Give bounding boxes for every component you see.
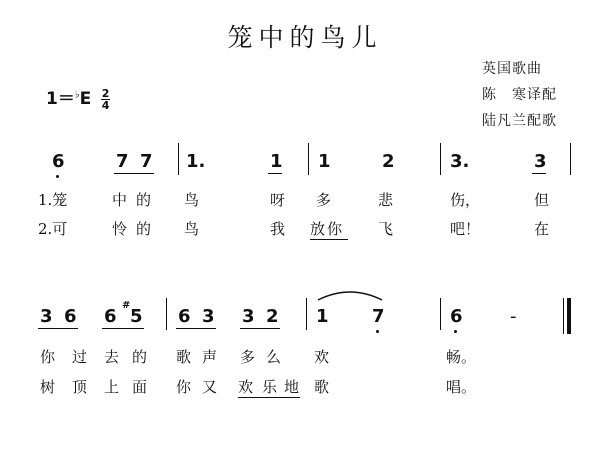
lyric-verse1: 呀: [270, 191, 286, 209]
dash: -: [510, 306, 517, 327]
note: 6: [104, 306, 117, 327]
lyric-verse1: 的: [136, 191, 152, 209]
lyric-verse2: 树: [40, 378, 56, 396]
note: 6: [64, 306, 77, 327]
note: 3: [202, 306, 215, 327]
lyric-verse2: 乐: [262, 378, 278, 396]
key-label: 1＝: [46, 89, 75, 109]
lyric-verse1: 鸟: [184, 191, 200, 209]
lyric-verse2: 面: [132, 378, 148, 396]
note: 3.: [450, 151, 470, 172]
note: 3: [40, 306, 53, 327]
note: 1: [316, 306, 329, 327]
lyric-verse1: 伤，: [450, 191, 481, 209]
lyric-verse1: 声: [202, 348, 218, 366]
lyric-verse1: 多: [240, 348, 256, 366]
note: 7: [372, 306, 385, 327]
lyric-verse2: 顶: [72, 378, 88, 396]
lyric-verse1: 过: [72, 348, 88, 366]
lyric-verse1: 么: [266, 348, 282, 366]
note: 6: [52, 151, 65, 172]
note: 6: [450, 306, 463, 327]
lyric-verse1: 歌: [176, 348, 192, 366]
lyric-verse1: 你: [40, 348, 56, 366]
lyric-verse2: 歌: [314, 378, 330, 396]
lyric-verse1: 去: [104, 348, 120, 366]
note: 7: [116, 151, 129, 172]
low-octave-dot: [454, 330, 457, 333]
note: 2: [382, 151, 395, 172]
note: 5: [130, 306, 143, 327]
lyric-verse2: 欢: [238, 378, 254, 396]
lyric-verse1: 但: [534, 191, 550, 209]
lyric-verse1: 悲: [378, 191, 394, 209]
lyric-verse2: 鸟: [184, 220, 200, 238]
lyric-verse1: 1.笼: [38, 191, 68, 209]
lyric-verse2: 唱。: [446, 378, 477, 396]
time-bottom: 4: [101, 98, 110, 112]
lyric-verse1: 畅。: [446, 348, 477, 366]
note: 3: [534, 151, 547, 172]
flat-sign: ♭: [74, 89, 80, 101]
credit-origin: 英国歌曲: [482, 61, 542, 77]
barline: [440, 298, 441, 330]
lyric-verse2: 我: [270, 220, 286, 238]
lyric-verse2: 的: [136, 220, 152, 238]
time-top: 2: [101, 86, 110, 100]
lyric-verse2: 怜: [112, 220, 128, 238]
lyric-verse1: 中: [112, 191, 128, 209]
note: 1.: [186, 151, 206, 172]
lyric-verse2: 放你: [310, 220, 345, 238]
song-title: 笼中的鸟儿: [227, 23, 383, 52]
lyric-verse1: 欢: [314, 348, 330, 366]
lyric-verse1: 多: [316, 191, 332, 209]
note: 3: [242, 306, 255, 327]
lyric-verse2: 你: [176, 378, 192, 396]
key-tonic: E: [79, 89, 92, 109]
credit-translator: 陈 寒译配: [482, 87, 557, 103]
sharp-sign: #: [122, 300, 131, 311]
note: 1: [318, 151, 331, 172]
lyric-verse2: 飞: [378, 220, 394, 238]
lyric-verse2: 地: [284, 378, 300, 396]
lyric-verse1: 的: [132, 348, 148, 366]
lyric-verse2: 在: [534, 220, 550, 238]
lyric-verse2: 上: [104, 378, 120, 396]
lyric-underline: [238, 397, 300, 398]
lyric-verse2: 又: [202, 378, 218, 396]
lyric-verse2: 吧！: [450, 220, 481, 238]
final-barline-thick: [567, 298, 571, 334]
final-barline-thin: [563, 298, 564, 334]
note: 7: [140, 151, 153, 172]
note: 2: [266, 306, 279, 327]
credit-lyricist: 陆凡兰配歌: [482, 113, 557, 129]
note: 1: [270, 151, 283, 172]
lyric-verse2: 2.可: [38, 220, 68, 238]
note: 6: [178, 306, 191, 327]
